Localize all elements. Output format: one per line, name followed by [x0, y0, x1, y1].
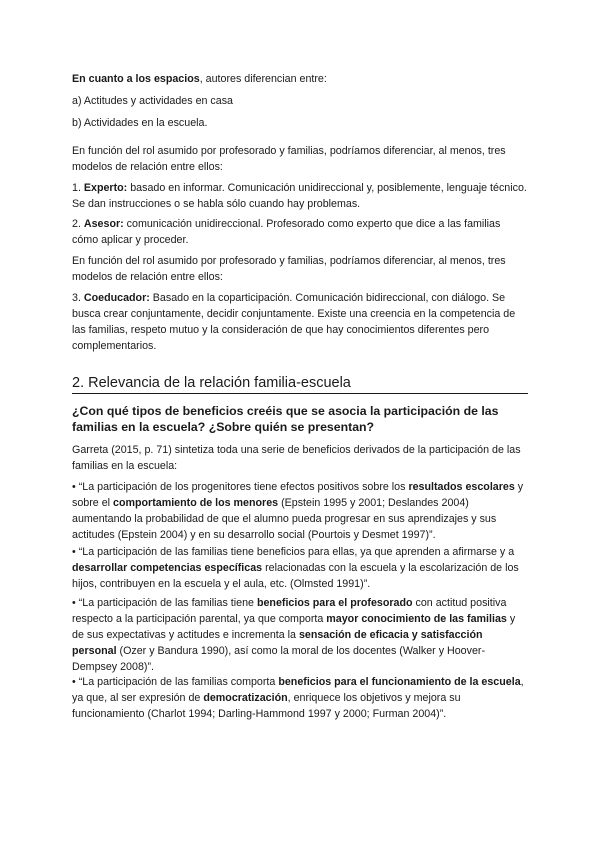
model-advisor-number: 2. [72, 218, 84, 230]
model-coeducator-number: 3. [72, 292, 84, 304]
bullet-emphasis: mayor conocimiento de las familias [326, 613, 507, 625]
model-advisor-paragraph [72, 216, 528, 248]
garreta-paragraph: Garreta (2015, p. 71) sintetiza toda una serie de beneficios derivados de la participación de las familias en la escuela: [72, 444, 521, 472]
question-heading: ¿Con qué tipos de beneficios creéis que se asocia la participación de las familias en la escuela? ¿Sobre quién se presentan? [72, 404, 499, 434]
bullet-emphasis: beneficios para el funcionamiento de la escuela [278, 676, 521, 688]
bullet-emphasis: comportamiento de los menores [113, 497, 279, 509]
bullet-text: , enriquece los objetivos y mejora su funcionamiento (Charlot 1994; Darling-Hammond 1997 y 2000; Furman 2004)”. [72, 692, 461, 720]
model-coeducator-title: Coeducador: [83, 292, 150, 304]
bullet-text: y sobre el [72, 481, 524, 509]
model-expert-text: basado en informar. Comunicación unidireccional y, posiblemente, lenguaje técnico. Se dan instrucciones o se habla sólo cuando hay problemas. [72, 182, 527, 210]
bullet-text: relacionadas con la escuela y la escolarización de los hijos, contribuyen en la escuela y el aula, etc. (Olmsted 1991)”. [72, 562, 519, 590]
bullet-text: y de sus expectativas y actitudes e incrementa la [72, 613, 516, 641]
benefit-bullet-families [72, 544, 528, 592]
model-expert-paragraph [72, 180, 528, 212]
bullet-text: • “La participación de los progenitores tiene efectos positivos sobre los [72, 481, 409, 493]
space-item-home: a) Actitudes y actividades en casa [72, 95, 233, 107]
bullet-emphasis: resultados escolares [408, 481, 515, 493]
spaces-intro-bold: En cuanto a los espacios [72, 73, 200, 85]
model-advisor-title: Asesor: [83, 218, 124, 230]
bullet-text: con actitud positiva respecto a la participación parental, ya que comporta [72, 597, 507, 625]
bullet-text: • “La participación de las familias tiene beneficios para ellas, ya que aprenden a afirmarse y a [72, 546, 515, 558]
model-expert-number: 1. [72, 182, 84, 194]
bullet-text: • “La participación de las familias tiene [72, 597, 257, 609]
benefit-bullet-teachers [72, 595, 528, 675]
section-heading: 2. Relevancia de la relación familia-escuela [72, 374, 528, 394]
bullet-emphasis: sensación de eficacia y satisfacción personal [72, 629, 483, 657]
benefit-bullet-school [72, 674, 528, 722]
model-advisor-text: comunicación unidireccional. Profesorado como experto que dice a las familias cómo aplicar y proceder. [72, 218, 501, 246]
roles-intro-paragraph-repeat: En función del rol asumido por profesorado y familias, podríamos diferenciar, al menos, tres modelos de relación entre ellos: [72, 255, 506, 283]
model-coeducator-text: Basado en la coparticipación. Comunicación bidireccional, con diálogo. Se busca crear conjuntamente, decidir conjuntamente. Existe una creencia en la competencia de las familias, respeto mutuo y la consideración de que hay conocimientos diferentes pero complementarios. [72, 292, 516, 352]
bullet-text: • “La participación de las familias comporta [72, 676, 279, 688]
bullet-emphasis: desarrollar competencias específicas [72, 562, 263, 574]
spaces-intro-text: , autores diferencian entre: [199, 73, 327, 85]
roles-intro-paragraph: En función del rol asumido por profesorado y familias, podríamos diferenciar, al menos, tres modelos de relación entre ellos: [72, 145, 506, 173]
bullet-emphasis: beneficios para el profesorado [256, 597, 413, 609]
bullet-text: , ya que, al ser expresión de [72, 676, 524, 704]
space-item-school: b) Actividades en la escuela. [72, 117, 208, 129]
benefit-bullet-students [72, 479, 528, 543]
spaces-intro [72, 71, 528, 87]
model-expert-title: Experto: [83, 182, 128, 194]
model-coeducator-paragraph [72, 290, 528, 354]
bullet-text: (Epstein 1995 y 2001; Deslandes 2004) aumentando la probabilidad de que el alumno pueda progresar en sus aprendizajes y sus actitudes (Epstein 2004) y en su desarrollo social (Pourtois y Desmet 1997)”. [72, 497, 497, 541]
bullet-emphasis: democratización [203, 692, 288, 704]
bullet-text: (Ozer y Bandura 1990), así como la moral de los docentes (Walker y Hoover-Dempsey 2008)”. [72, 645, 486, 673]
